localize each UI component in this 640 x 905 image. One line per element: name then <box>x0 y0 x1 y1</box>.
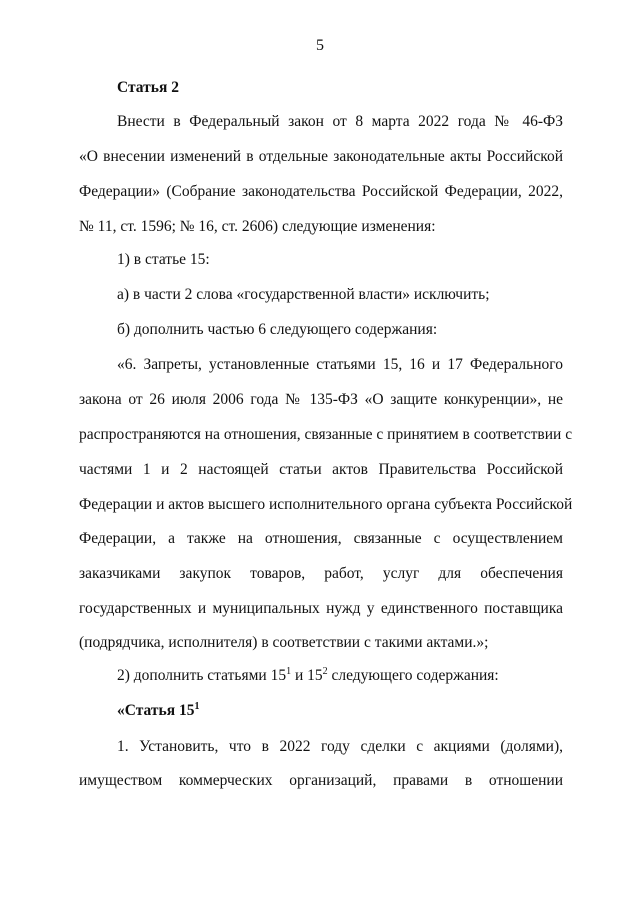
quoted-part-6-line: Федерации, а также на отношения, связанные с осуществлением <box>79 530 563 547</box>
article-2-paragraph-line: «О внесении изменений в отдельные законодательные акты Российской <box>79 148 563 165</box>
superscript: 1 <box>286 665 292 677</box>
quoted-part-6-line: частями 1 и 2 настоящей статьи актов Правительства Российской <box>79 461 563 478</box>
item-1: 1) в статье 15: <box>117 251 210 268</box>
item-2-text: следующего содержания: <box>327 667 499 684</box>
article-15-1-paragraph-line: имуществом коммерческих организаций, правами в отношении <box>79 772 563 789</box>
quoted-part-6-line: закона от 26 июля 2006 года № 135-ФЗ «О защите конкуренции», не <box>79 391 563 408</box>
item-1b: б) дополнить частью 6 следующего содержания: <box>117 321 438 338</box>
superscript: 1 <box>194 700 200 712</box>
quoted-part-6-line: Федерации и актов высшего исполнительного органа субъекта Российской <box>79 496 573 513</box>
quoted-part-6-line: государственных и муниципальных нужд у единственного поставщика <box>79 600 563 617</box>
item-2 <box>117 666 563 686</box>
article-2-paragraph-line: Внести в Федеральный закон от 8 марта 2022 года № 46-ФЗ <box>117 113 563 130</box>
quoted-part-6-line: (подрядчика, исполнителя) в соответствии с такими актами.»; <box>79 634 489 651</box>
article-2-paragraph-line: Федерации» (Собрание законодательства Российской Федерации, 2022, <box>79 183 563 200</box>
quoted-part-6-line: заказчиками закупок товаров, работ, услуг для обеспечения <box>79 565 563 582</box>
article-2-heading: Статья 2 <box>117 79 179 96</box>
article-15-1-paragraph-line: 1. Установить, что в 2022 году сделки с акциями (долями), <box>117 738 563 755</box>
quoted-part-6-line: «6. Запреты, установленные статьями 15, 16 и 17 Федерального <box>117 356 563 373</box>
item-2-text: и 15 <box>291 667 323 684</box>
superscript: 2 <box>322 665 328 677</box>
quoted-part-6-line: распространяются на отношения, связанные с принятием в соответствии с <box>79 426 573 443</box>
article-15-1-heading-text: «Статья 15 <box>117 702 195 719</box>
article-2-paragraph-line: № 11, ст. 1596; № 16, ст. 2606) следующие изменения: <box>79 218 436 235</box>
article-15-1-heading <box>117 701 563 721</box>
item-1a: а) в части 2 слова «государственной власти» исключить; <box>117 286 490 303</box>
page-number: 5 <box>316 37 324 54</box>
item-2-text: 2) дополнить статьями 15 <box>117 667 287 684</box>
